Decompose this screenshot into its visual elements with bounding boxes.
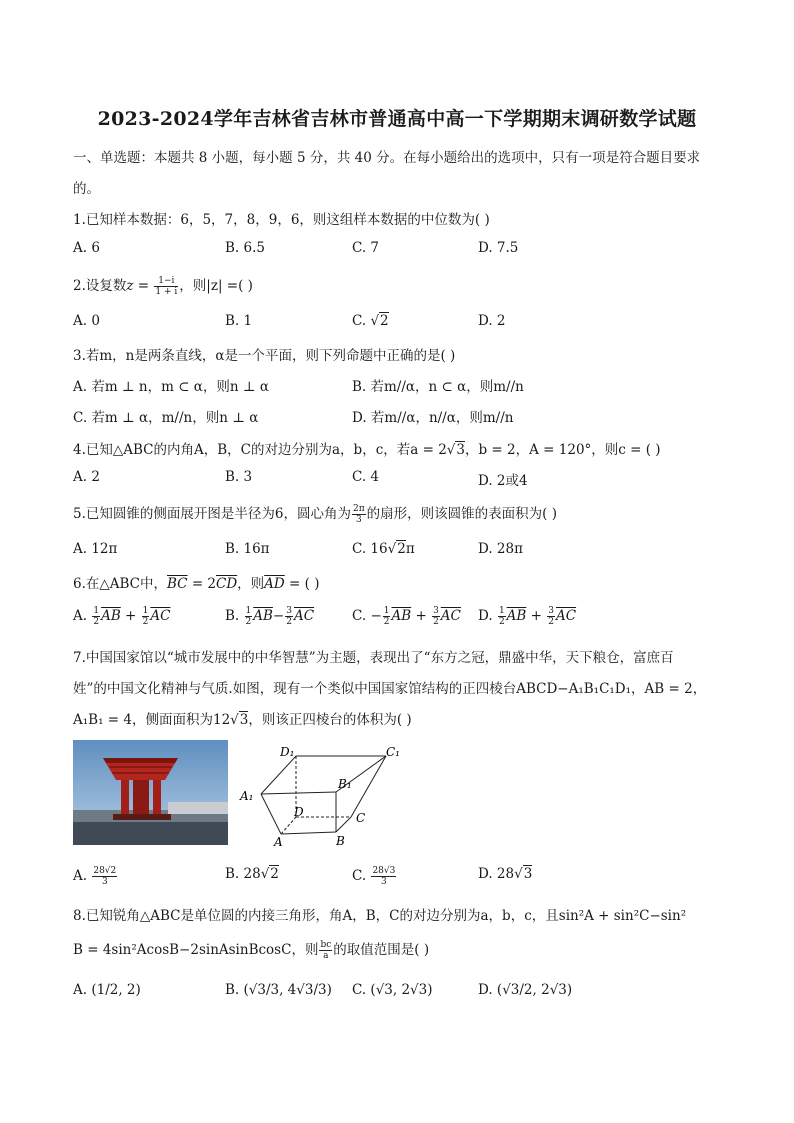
q6-a-frac2-num: 1 — [142, 606, 149, 616]
q2-fraction — [154, 276, 178, 297]
q8-stem-line2 — [73, 938, 429, 961]
q6-b-frac2 — [285, 606, 293, 627]
q7-a-frac-num: 28√2 — [93, 866, 117, 876]
q7-c-frac — [371, 866, 396, 887]
q7-option-d-radicand: 3 — [523, 866, 533, 882]
q6-c-frac1 — [383, 606, 391, 627]
q2-fraction-den: 1 + i — [155, 287, 178, 297]
q6-option-d-pre: D. — [478, 608, 497, 624]
q6-c-frac1-den: 2 — [383, 617, 390, 627]
frustum-figure — [236, 742, 416, 856]
q8-option-b: B. (√3/3, 4√3/3) — [225, 982, 332, 998]
q6-a-frac1-num: 1 — [93, 606, 100, 616]
q7-option-b-radicand: 2 — [270, 866, 279, 882]
q7-option-a — [73, 866, 118, 887]
q4-stem-radicand: 3 — [456, 442, 465, 458]
q7-option-b: B. 28√2 — [225, 866, 279, 882]
q7-stem-line1: 7.中国国家馆以“城市发展中的中华智慧”为主题，表现出了“东方之冠，鼎盛中华，天下粮仓，富庶百 — [73, 650, 674, 666]
q6-vector-cd: $\overline{CD}$ — [216, 576, 238, 592]
q6-stem-mid: = 2 — [187, 576, 217, 592]
q8-fraction-den: a — [323, 951, 329, 961]
q6-option-c-pre: C. — [352, 608, 371, 624]
q2-stem-pre: 2.设复数 — [73, 278, 127, 294]
q6-option-a-pre: A. — [73, 608, 92, 624]
q1-option-a: A. 6 — [73, 240, 100, 256]
q8-fraction-num: bc — [320, 940, 332, 950]
q8-stem-line1: 8.已知锐角△ABC是单位圆的内接三角形，角A，B，C的对边分别为a，b，c，且sin²A + sin²C−sin² — [73, 908, 687, 924]
q6-b-vec-ac: $\overline{AC}$ — [293, 608, 315, 624]
q7-a-frac — [92, 866, 117, 887]
q6-b-frac1 — [245, 606, 253, 627]
label-c: C — [356, 811, 366, 825]
q6-a-frac2-den: 2 — [142, 617, 149, 627]
q5-option-b: B. 16π — [225, 541, 270, 557]
q6-b-minus: − — [272, 608, 285, 624]
q6-b-frac2-num: 3 — [286, 606, 292, 616]
label-d1: D₁ — [280, 745, 295, 759]
q5-option-d: D. 28π — [478, 541, 523, 557]
q2-z: z — [126, 278, 134, 294]
q2-option-c: C. √2 — [352, 313, 389, 329]
q6-d-vec-ab: $\overline{AB}$ — [506, 608, 527, 624]
q7-c-frac-num: 28√3 — [372, 866, 396, 876]
q4-option-d: D. 2或4 — [478, 473, 528, 489]
q6-d-frac1-num: 1 — [498, 606, 505, 616]
q6-option-d: D. $\frac{1}{2}$ $\overline{AB}$ + $\frac{3}{2}$ $\overline{AC}$ — [478, 606, 577, 627]
q5-stem-pre: 5.已知圆锥的侧面展开图是半径为6，圆心角为 — [73, 506, 351, 522]
q6-stem — [73, 572, 319, 592]
q6-stem-post1: ，则 — [237, 576, 265, 592]
q5-stem — [73, 502, 557, 525]
q6-d-frac1-den: 2 — [498, 617, 505, 627]
page-title: 2023-2024学年吉林省吉林市普通高中高一下学期期末调研数学试题 — [97, 108, 697, 130]
q7-option-c-pre: C. — [352, 868, 371, 884]
q5-option-c-pre: C. 16 — [352, 541, 388, 557]
q5-option-c-post: π — [405, 541, 415, 557]
q1-stem: 1.已知样本数据：6，5，7，8，9，6，则这组样本数据的中位数为( ) — [73, 212, 490, 228]
q6-c-frac1-num: 1 — [383, 606, 390, 616]
q6-a-frac2 — [142, 606, 150, 627]
q7-c-frac-den: 3 — [381, 877, 387, 887]
q4-option-a: A. 2 — [73, 469, 100, 485]
q4-option-b: B. 3 — [225, 469, 253, 485]
q6-c-vec-ac: $\overline{AC}$ — [440, 608, 461, 624]
q1-option-b: B. 6.5 — [225, 240, 265, 256]
q8-option-a: A. (1/2, 2) — [73, 982, 141, 998]
q6-b-frac2-den: 2 — [286, 617, 292, 627]
q2-option-d: D. 2 — [478, 313, 506, 329]
q6-d-frac1 — [498, 606, 506, 627]
q5-fraction — [352, 504, 366, 525]
q6-a-frac1-den: 2 — [93, 617, 100, 627]
q6-stem-post2: = ( ) — [284, 576, 320, 592]
q6-b-frac1-den: 2 — [245, 617, 252, 627]
q2-option-c-pre: C. — [352, 313, 371, 329]
label-a: A — [274, 835, 283, 849]
q3-option-b: B. 若m//α，n ⊂ α，则m//n — [352, 379, 524, 395]
q2-option-a: A. 0 — [73, 313, 100, 329]
label-c1: C₁ — [386, 745, 400, 759]
q6-a-frac1 — [92, 606, 100, 627]
q6-b-frac1-num: 1 — [245, 606, 252, 616]
q4-stem-post: ，b = 2，A = 120°，则c = ( ) — [465, 442, 661, 458]
q8-option-c: C. (√3, 2√3) — [352, 982, 433, 998]
q6-a-vec-ac: $\overline{AC}$ — [150, 608, 171, 624]
q6-d-vec-ac: $\overline{AC}$ — [555, 608, 577, 624]
q6-vector-ad: $\overline{AD}$ — [264, 576, 285, 592]
q4-option-c: C. 4 — [352, 469, 380, 485]
q6-option-b-pre: B. — [225, 608, 244, 624]
q5-stem-post: 的扇形，则该圆锥的表面积为( ) — [366, 506, 557, 522]
q3-option-a: A. 若m ⊥ n，m ⊂ α，则n ⊥ α — [73, 379, 270, 395]
q7-stem-line3: A₁B₁ = 4，侧面面积为12√3，则该正四棱台的体积为( ) — [73, 712, 412, 728]
label-a1: A₁ — [240, 789, 254, 803]
q6-c-minus: − — [370, 608, 382, 624]
q7-stem-line2: 姓”的中国文化精神与气质.如图，现有一个类似中国国家馆结构的正四棱台ABCD−A₁B₁C₁D₁，AB = 2， — [73, 681, 707, 697]
q5-option-c: C. 16√2π — [352, 541, 415, 557]
q3-stem: 3.若m，n是两条直线，α是一个平面，则下列命题中正确的是( ) — [73, 348, 456, 364]
q8-fraction — [319, 940, 332, 961]
q5-option-a: A. 12π — [73, 541, 118, 557]
q8-stem-line2-pre: B = 4sin²AcosB−2sinAsinBcosC，则 — [73, 942, 319, 958]
q1-option-c: C. 7 — [352, 240, 380, 256]
label-b1: B₁ — [338, 777, 352, 791]
q6-c-frac2-den: 2 — [433, 617, 439, 627]
q7-stem-line3-post: ，则该正四棱台的体积为( ) — [248, 712, 412, 728]
q7-a-frac-den: 3 — [101, 877, 108, 887]
q8-stem-line2-post: 的取值范围是( ) — [333, 942, 430, 958]
q6-option-a: A. $\frac{1}{2}$ $\overline{AB}$ + $\frac{1}{2}$ $\overline{AC}$ — [73, 606, 171, 627]
q5-option-c-radicand: 2 — [397, 541, 406, 557]
q6-d-frac2 — [547, 606, 555, 627]
q2-fraction-num: 1−i — [154, 276, 178, 287]
q6-c-frac2 — [432, 606, 440, 627]
q6-c-vec-ab: $\overline{AB}$ — [391, 608, 412, 624]
section-instruction-line2: 的。 — [73, 181, 100, 197]
china-pavilion-illustration — [73, 740, 228, 845]
q7-option-c — [352, 866, 397, 887]
q7-option-a-pre: A. — [73, 868, 92, 884]
china-pavilion-photo — [73, 740, 228, 845]
label-d: D — [294, 805, 304, 819]
q7-option-d: D. 28√3 — [478, 866, 533, 882]
q6-vector-bc: $\overline{BC}$ — [167, 576, 188, 592]
q6-c-frac2-num: 3 — [433, 606, 439, 616]
q6-a-vec-ab: $\overline{AB}$ — [101, 608, 121, 624]
q7-stem-line3-radicand: 3 — [239, 712, 249, 728]
q4-stem-pre: 4.已知△ABC的内角A，B，C的对边分别为a，b，c，若a = 2 — [73, 442, 447, 458]
section-instruction-line1: 一、单选题：本题共 8 小题，每小题 5 分，共 40 分。在每小题给出的选项中，只有一项是符合题目要求 — [73, 150, 701, 166]
q6-option-c: C. − $\frac{1}{2}$ $\overline{AB}$ + $\frac{3}{2}$ $\overline{AC}$ — [352, 606, 461, 627]
q6-d-frac2-num: 3 — [548, 606, 554, 616]
q6-option-b — [225, 606, 314, 627]
q2-stem — [73, 274, 253, 297]
q8-option-d: D. (√3/2, 2√3) — [478, 982, 573, 998]
q7-option-d-pre: D. 28 — [478, 866, 515, 882]
q2-option-c-radicand: 2 — [380, 313, 389, 329]
frustum-diagram — [236, 742, 416, 852]
q2-eq: = — [133, 278, 154, 294]
q2-stem-post: ，则|z| =( ) — [179, 278, 253, 294]
label-b: B — [336, 834, 345, 848]
q1-option-d: D. 7.5 — [478, 240, 519, 256]
q5-fraction-num: 2π — [352, 504, 365, 514]
q3-option-c: C. 若m ⊥ α，m//n，则n ⊥ α — [73, 410, 259, 426]
q3-option-d: D. 若m//α，n//α，则m//n — [352, 410, 514, 426]
q6-d-frac2-den: 2 — [548, 617, 554, 627]
q6-stem-pre: 6.在△ABC中， — [73, 576, 168, 592]
q4-stem: 4.已知△ABC的内角A，B，C的对边分别为a，b，c，若a = 2√3，b = 2，A = 120°，则c = ( ) — [73, 442, 661, 458]
q2-option-b: B. 1 — [225, 313, 253, 329]
q7-option-b-pre: B. 28 — [225, 866, 261, 882]
q5-fraction-den: 3 — [355, 515, 362, 525]
q7-stem-line3-pre: A₁B₁ = 4，侧面面积为12 — [73, 712, 231, 728]
q6-b-vec-ab: $\overline{AB}$ — [253, 608, 273, 624]
